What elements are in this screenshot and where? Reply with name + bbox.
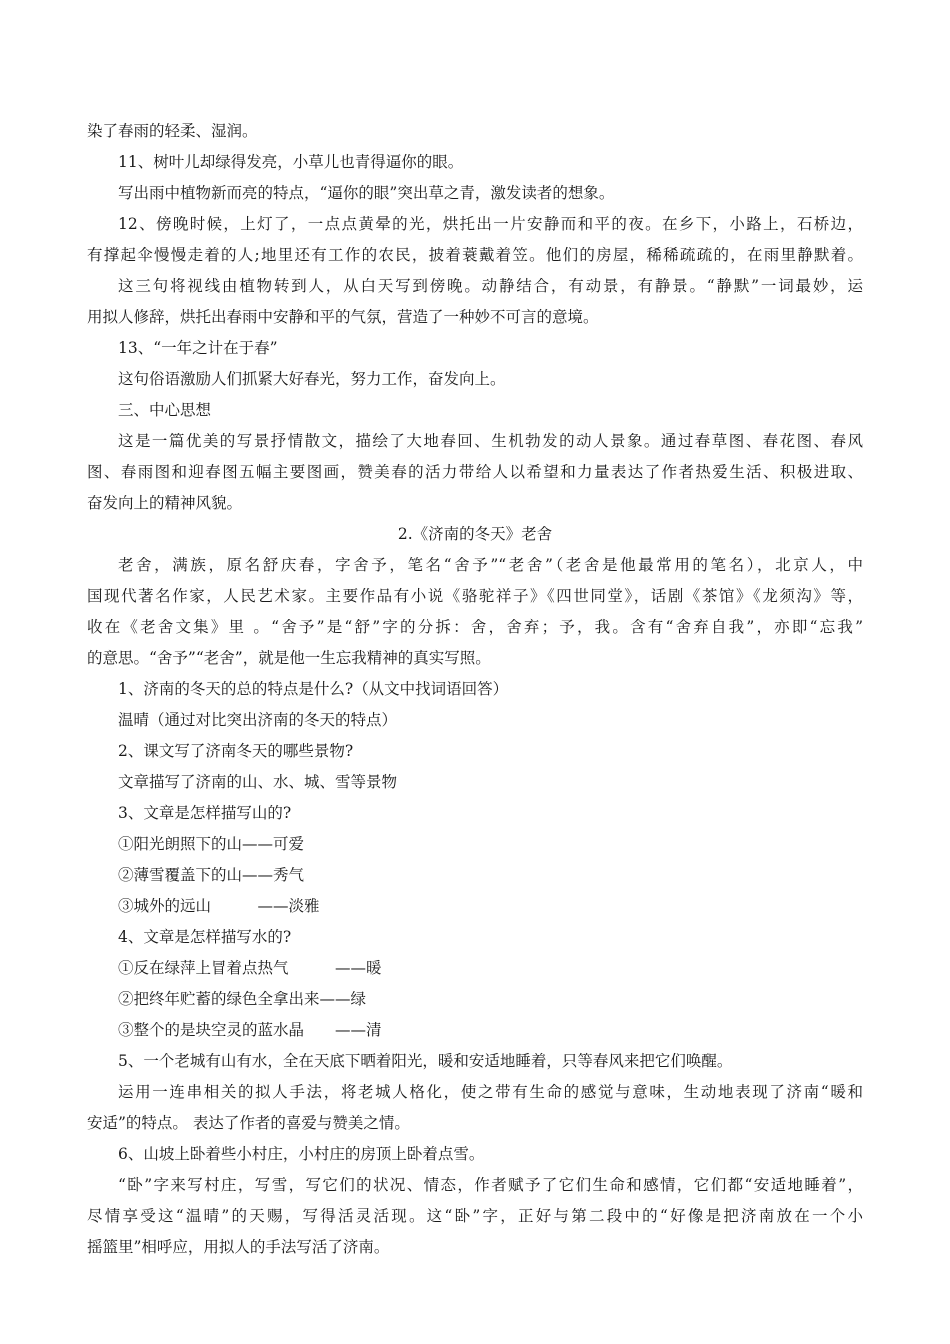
section-heading: 2.《济南的冬天》老舍	[397, 525, 553, 543]
text-line: 温晴（通过对比突出济南的冬天的特点）	[118, 711, 398, 729]
text-line: 写出雨中植物新而亮的特点，“逼你的眼”突出草之青，激发读者的想象。	[118, 184, 615, 202]
text-line: ③城外的远山 ——淡雅	[118, 897, 320, 915]
text-line: ②薄雪覆盖下的山——秀气	[118, 866, 305, 884]
text-line: 尽情享受这“温晴”的天赐，写得活灵活现。这“卧”字，正好与第二段中的“好像是把济南放在一个小	[87, 1207, 863, 1225]
text-line: 2、课文写了济南冬天的哪些景物?	[118, 742, 354, 760]
text-line: 3、文章是怎样描写山的?	[118, 804, 292, 822]
text-line: 图、春雨图和迎春图五幅主要图画，赞美春的活力带给人以希望和力量表达了作者热爱生活、积极进取、	[87, 463, 863, 481]
text-line: 运用一连串相关的拟人手法，将老城人格化，使之带有生命的感觉与意味，生动地表现了济南“暖和	[118, 1083, 863, 1101]
text-line: 11、树叶儿却绿得发亮，小草儿也青得逼你的眼。	[118, 153, 464, 171]
text-line: 5、一个老城有山有水，全在天底下晒着阳光，暖和安适地睡着，只等春风来把它们唤醒。	[118, 1052, 733, 1070]
text-line: 12、傍晚时候，上灯了，一点点黄晕的光，烘托出一片安静而和平的夜。在乡下，小路上，石桥边，	[118, 215, 863, 233]
text-line: ①反在绿萍上冒着点热气 ——暖	[118, 959, 382, 977]
document-page	[87, 116, 863, 1263]
text-line: ②把终年贮蓄的绿色全拿出来——绿	[118, 990, 367, 1008]
text-line: 13、“一年之计在于春”	[118, 339, 278, 357]
text-line: ③整个的是块空灵的蓝水晶 ——清	[118, 1021, 382, 1039]
text-line: ①阳光朗照下的山——可爱	[118, 835, 305, 853]
text-line: 1、济南的冬天的总的特点是什么?（从文中找词语回答）	[118, 680, 509, 698]
text-line: 用拟人修辞，烘托出春雨中安静和平的气氛，营造了一种妙不可言的意境。	[87, 308, 599, 326]
text-line: 三、中心思想	[118, 401, 212, 419]
text-line: 收在《老舍文集》里 。“舍予”是“舒”字的分拆：舍，舍弃；予，我。含有“舍弃自我”，亦即“忘我”	[87, 618, 863, 636]
text-line: 这是一篇优美的写景抒情散文，描绘了大地春回、生机勃发的动人景象。通过春草图、春花图、春风	[118, 432, 863, 450]
text-line: 有撑起伞慢慢走着的人;地里还有工作的农民，披着蓑戴着笠。他们的房屋，稀稀疏疏的，在雨里静默着。	[87, 246, 863, 264]
text-line: “卧”字来写村庄，写雪，写它们的状况、情态，作者赋予了它们生命和感情，它们都“安适地睡着”，	[118, 1176, 863, 1194]
text-line: 染了春雨的轻柔、湿润。	[87, 122, 258, 140]
text-line: 老舍，满族，原名舒庆春，字舍予，笔名“舍予”“老舍”（老舍是他最常用的笔名），北京人，中	[118, 556, 863, 574]
text-line: 4、文章是怎样描写水的?	[118, 928, 292, 946]
text-line: 这三句将视线由植物转到人，从白天写到傍晚。动静结合，有动景，有静景。“静默”一词最妙，运	[118, 277, 863, 295]
text-line: 奋发向上的精神风貌。	[87, 494, 243, 512]
text-line: 这句俗语激励人们抓紧大好春光，努力工作，奋发向上。	[118, 370, 506, 388]
text-line: 文章描写了济南的山、水、城、雪等景物	[118, 773, 398, 791]
text-line: 摇篮里”相呼应，用拟人的手法写活了济南。	[87, 1238, 390, 1256]
text-line: 国现代著名作家，人民艺术家。主要作品有小说《骆驼祥子》《四世同堂》，话剧《茶馆》《龙须沟》等，	[87, 587, 863, 605]
text-line: 的意思。“舍予”“老舍”，就是他一生忘我精神的真实写照。	[87, 649, 491, 667]
text-line: 安适”的特点。 表达了作者的喜爱与赞美之情。	[87, 1114, 410, 1132]
text-line: 6、山坡上卧着些小村庄，小村庄的房顶上卧着点雪。	[118, 1145, 485, 1163]
